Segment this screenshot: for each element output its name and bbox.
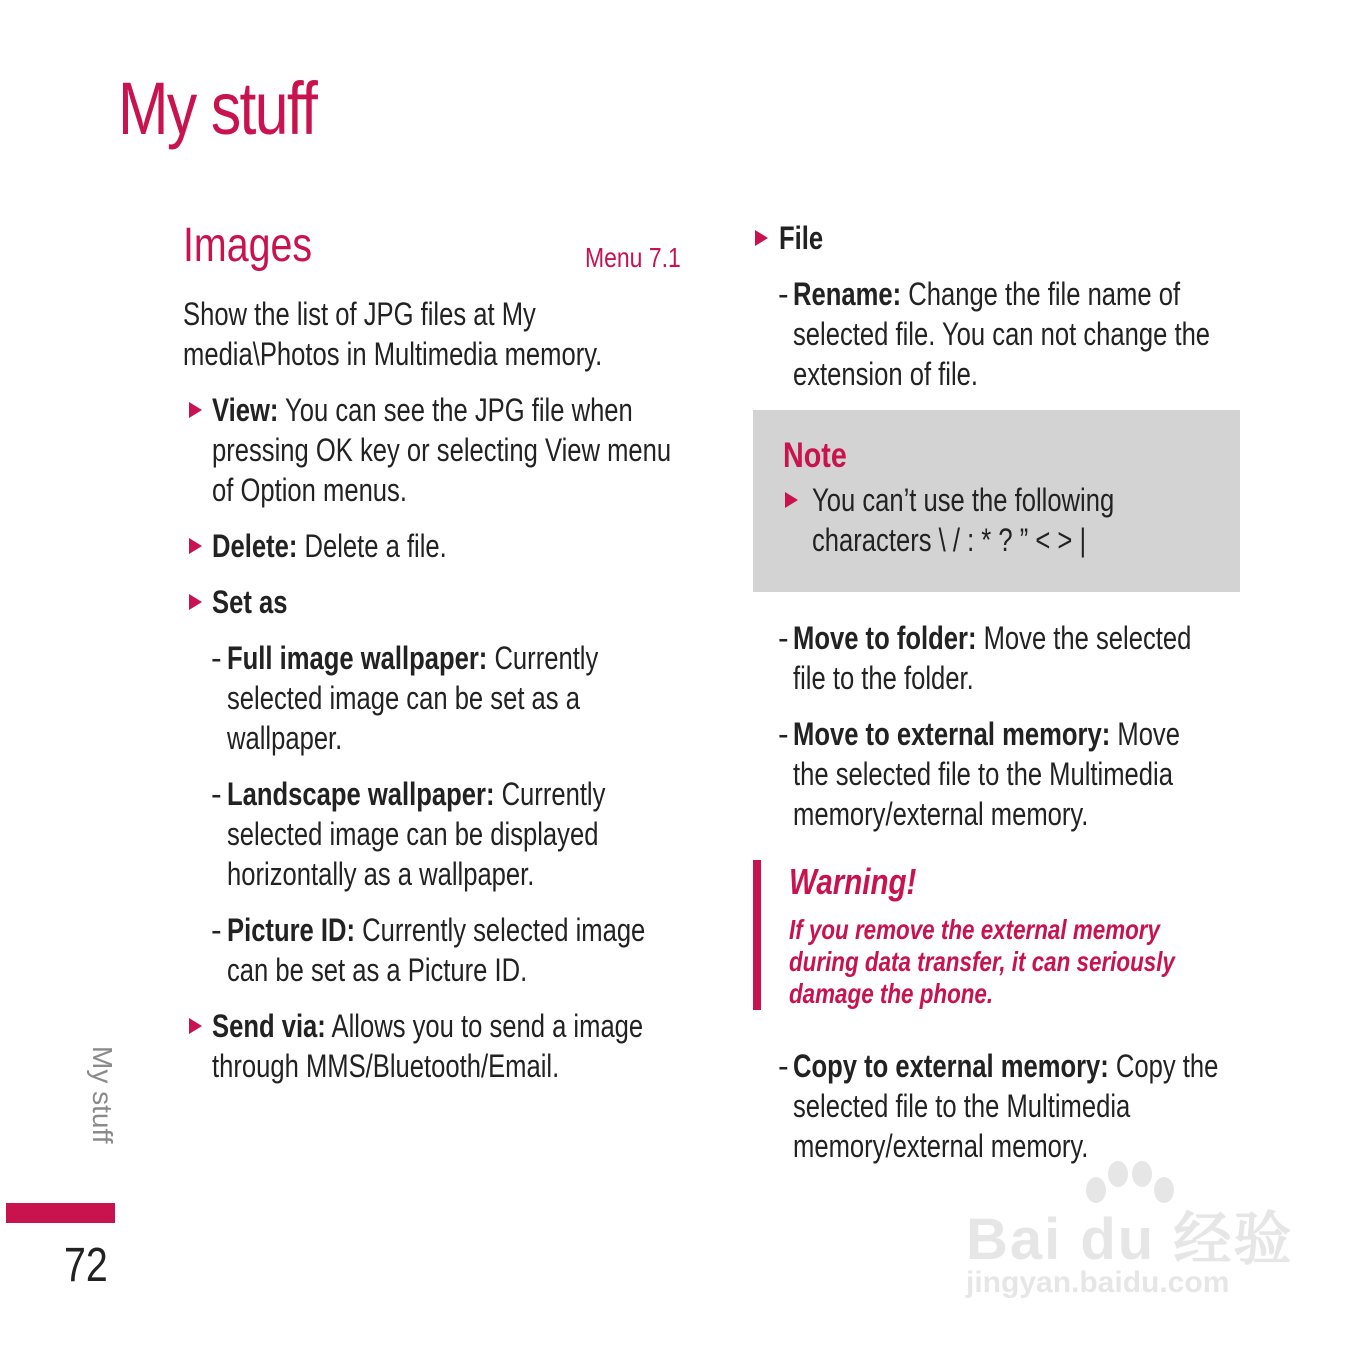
page-number: 72 (64, 1239, 108, 1292)
watermark-url: jingyan.baidu.com (966, 1266, 1230, 1299)
note-item: You can’t use the following characters \ / : * ? ” < > | (783, 480, 1240, 560)
section-header (183, 218, 683, 294)
page-title: My stuff (118, 67, 317, 150)
warning-box (753, 860, 1243, 1010)
landscape-wallpaper-item: - Landscape wallpaper: Currently selected image can be displayed horizontally as a wallpaper. (211, 776, 606, 892)
full-image-wallpaper-item: - Full image wallpaper: Currently selected image can be set as a wallpaper. (211, 640, 599, 756)
bullet-arrow-icon (755, 230, 768, 246)
intro-paragraph: Show the list of JPG files at My media\Photos in Multimedia memory. (183, 296, 603, 372)
bullet-arrow-icon (189, 402, 202, 418)
move-to-folder-item: - Move to folder: Move the selected file to the folder. (778, 620, 1192, 696)
move-to-external-item: - Move to external memory: Move the selected file to the Multimedia memory/external memory. (778, 716, 1180, 832)
warning-title: Warning! (789, 861, 917, 902)
watermark-brand: Bai du 经验 (966, 1207, 1294, 1272)
bullet-arrow-icon (785, 492, 798, 508)
rename-item: - Rename: Change the file name of selected file. You can not change the extension of file. (778, 276, 1211, 392)
bullet-arrow-icon (189, 1018, 202, 1034)
watermark (966, 1160, 1294, 1310)
note-title: Note (783, 436, 847, 475)
view-item: View: You can see the JPG file when pressing OK key or selecting View menu of Option menus. (183, 390, 683, 510)
picture-id-item: - Picture ID: Currently selected image can be set as a Picture ID. (211, 912, 646, 988)
right-column (753, 218, 1243, 1182)
bullet-arrow-icon (189, 538, 202, 554)
menu-reference: Menu 7.1 (585, 242, 681, 273)
bullet-arrow-icon (189, 594, 202, 610)
left-column (183, 218, 683, 1102)
copy-to-external-item: - Copy to external memory: Copy the selected file to the Multimedia memory/external memory. (778, 1048, 1219, 1164)
file-item: File (753, 218, 1243, 258)
warning-text: If you remove the external memory during data transfer, it can seriously damage the phone. (789, 914, 1175, 1009)
section-heading: Images (183, 219, 313, 272)
side-section-label: My stuff (87, 1046, 118, 1144)
page-marker-bar (6, 1203, 115, 1223)
set-as-item: Set as (183, 582, 683, 622)
note-box (753, 410, 1240, 592)
delete-item: Delete: Delete a file. (183, 526, 683, 566)
send-via-item: Send via: Allows you to send a image through MMS/Bluetooth/Email. (183, 1006, 683, 1086)
